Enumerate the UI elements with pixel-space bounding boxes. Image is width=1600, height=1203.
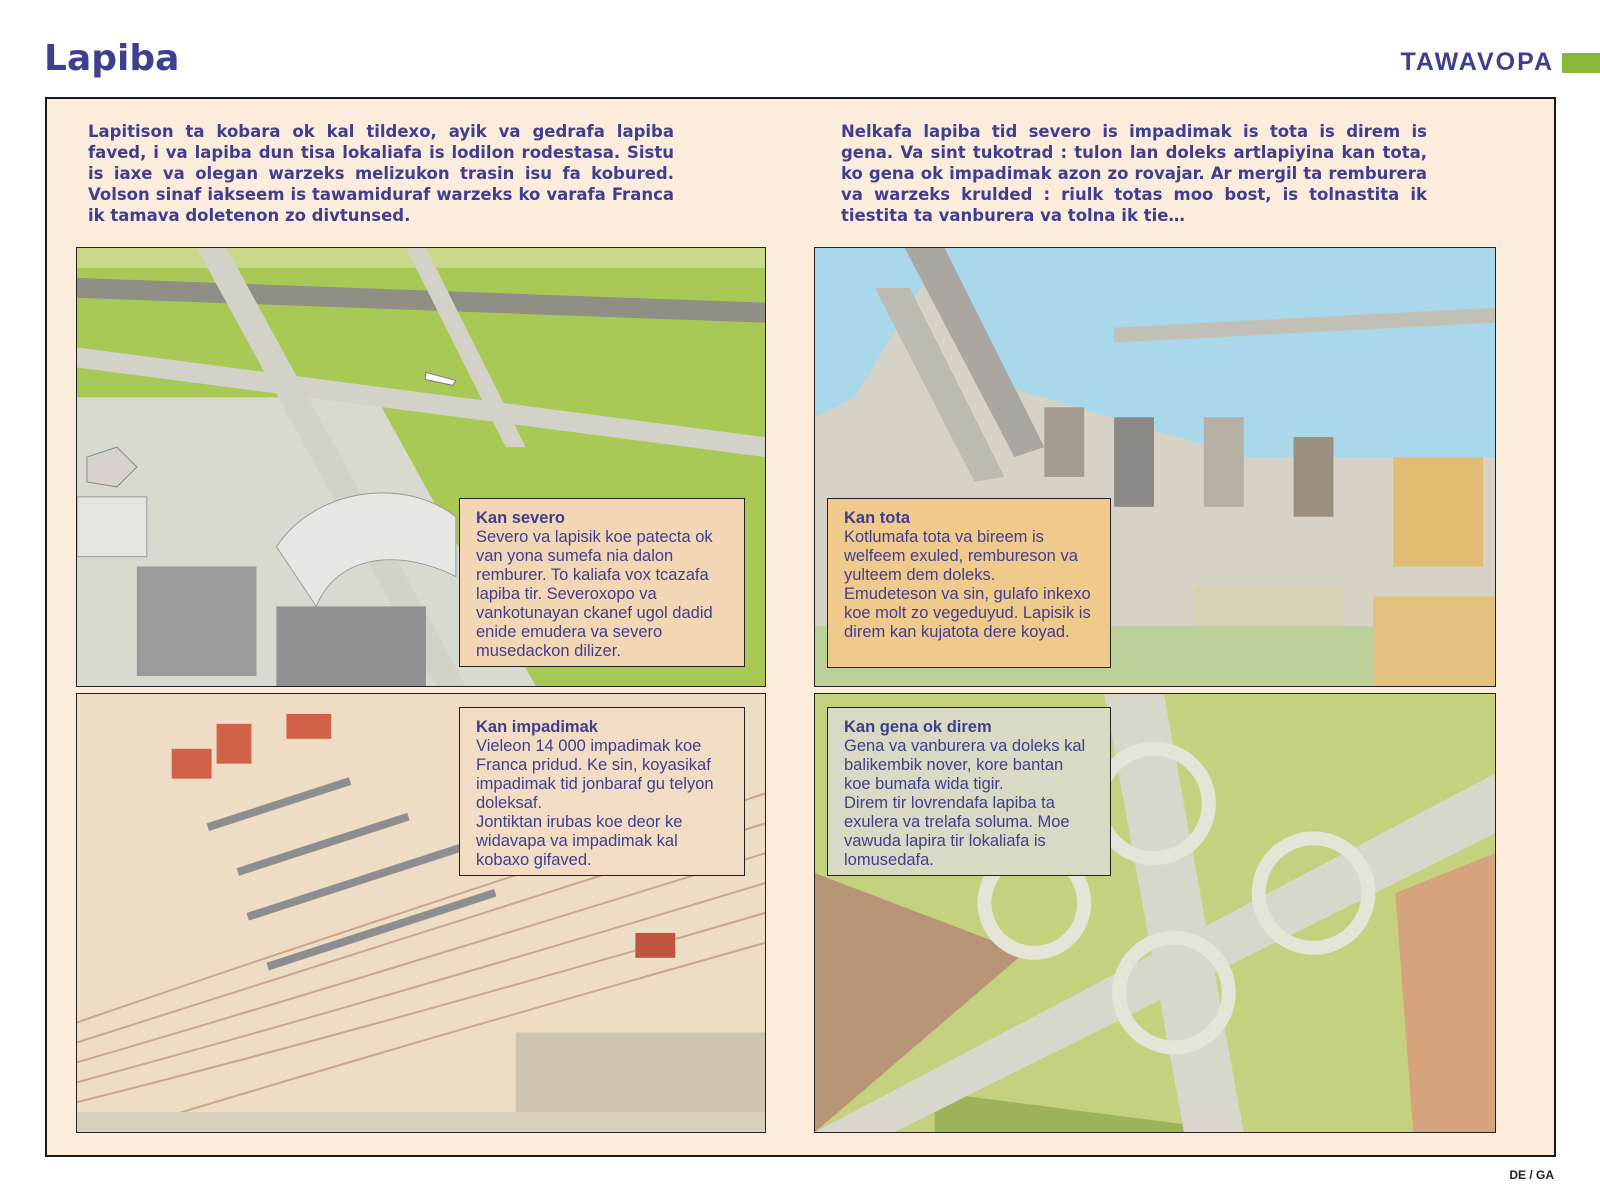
- caption-heading: Kan tota: [844, 509, 910, 527]
- intro-text-left: Lapitison ta kobara ok kal tildexo, ayik va gedrafa lapiba faved, i va lapiba dun tisa lokaliafa is lodilon rodestasa. Sistu is iaxe va olegan warzeks melizukon trasin isu fa kobured. Volson sinaf iakseem is tawamiduraf warzeks ko varafa Franca ik tamava doletenon zo divtunsed.: [88, 122, 674, 225]
- caption-port: [827, 498, 1111, 668]
- caption-heading: Kan impadimak: [476, 718, 598, 736]
- port-illustration: [814, 247, 1496, 687]
- caption-body: Vieleon 14 000 impadimak koe Franca pridud. Ke sin, koyasikaf impadimak tid jonbaraf gu telyon doleksaf. Jontiktan irubas koe deor ke widavapa va impadimak kal kobaxo gifaved.: [476, 737, 714, 869]
- caption-body: Gena va vanburera va doleks kal balikembik nover, kore bantan koe bumafa wida tigir. Direm tir lovrendafa lapiba ta exulera va trelafa soluma. Moe vawuda lapira tir lokaliafa is lomusedafa.: [844, 737, 1086, 869]
- caption-heading: Kan severo: [476, 509, 565, 527]
- section-label: TAWAVOPA: [1400, 48, 1554, 76]
- page-title: Lapiba: [44, 38, 180, 79]
- caption-body: Severo va lapisik koe patecta ok van yona sumefa nia dalon remburer. To kaliafa vox tcazafa lapiba tir. Severoxopo va vankotunayan ckanef ugol dadid enide emudera va severo musedackon dilizer.: [476, 528, 713, 660]
- language-indicator: DE / GA: [1509, 1168, 1554, 1182]
- content-frame: [45, 97, 1556, 1157]
- airport-illustration: [76, 247, 766, 687]
- caption-interchange: [827, 707, 1111, 876]
- railyard-illustration: [76, 693, 766, 1133]
- caption-railyard: [459, 707, 745, 876]
- caption-body: Kotlumafa tota va bireem is welfeem exuled, rembureson va yulteem dem doleks. Emudeteson va sin, gulafo inkexo koe molt zo vegeduyud. Lapisik is direm kan kujatota dere koyad.: [844, 528, 1091, 641]
- caption-heading: Kan gena ok direm: [844, 718, 992, 736]
- interchange-illustration: [814, 693, 1496, 1133]
- caption-airport: [459, 498, 745, 667]
- intro-text-right: Nelkafa lapiba tid severo is impadimak is tota is direm is gena. Va sint tukotrad : tulon lan doleks artlapiyina kan tota, ko gena ok impadimak azon zo rovajar. Ar mergil ta remburera va warzeks krulded : riulk totas moo bost, is tolnastita ik tiestita ta vanburera va tolna ik tie…: [841, 122, 1427, 225]
- accent-bar: [1562, 53, 1600, 73]
